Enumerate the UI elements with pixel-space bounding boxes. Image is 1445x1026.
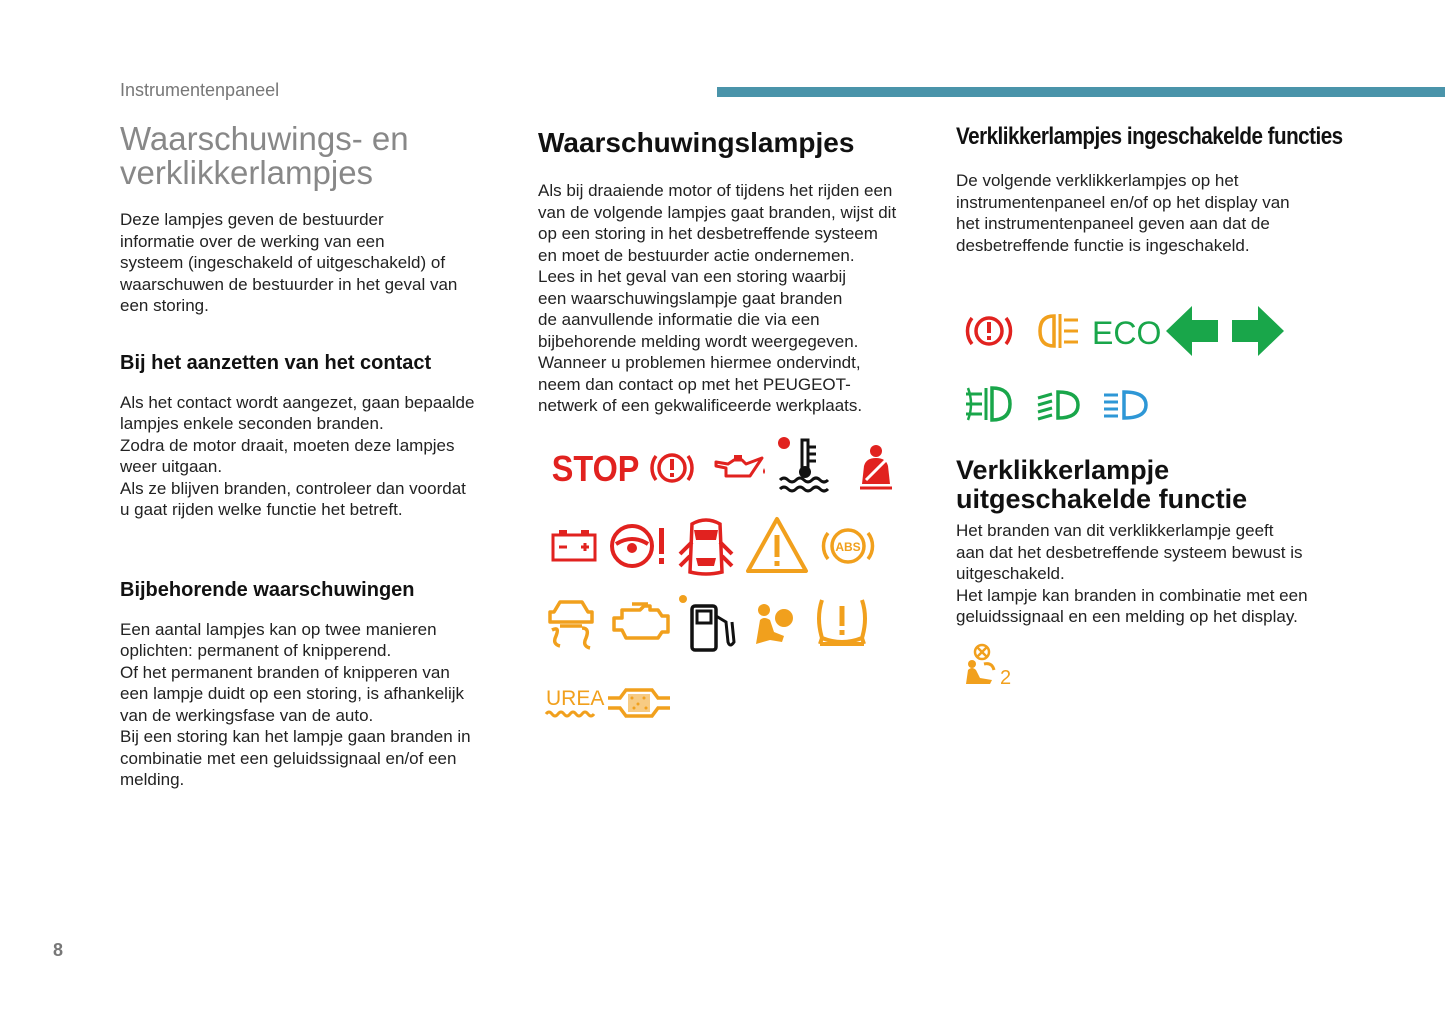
parking-brake-icon: [964, 308, 1014, 354]
main-beam-icon: [1100, 388, 1150, 422]
door-open-icon: [678, 514, 734, 578]
indicator-lamps-heading: Verklikkerlampjes ingeschakelde functies: [956, 123, 1343, 150]
passenger-airbag-off-icon: [962, 642, 1018, 688]
header-accent-bar: [717, 87, 1445, 97]
airbag-icon: [752, 602, 798, 646]
page-number: 8: [53, 940, 64, 960]
warnings-heading: Bijbehorende waarschuwingen: [120, 578, 415, 601]
abs-icon: [818, 523, 878, 569]
airbag-2-label: 2: [1000, 667, 1012, 689]
engine-check-icon: [610, 600, 672, 644]
column-indicator-lamps: [956, 122, 1341, 256]
coolant-temperature-icon: [776, 434, 836, 494]
contact-text: Als het contact wordt aangezet, gaan bepaalde lampjes enkele seconden branden. Zodra de motor draait, moeten deze lampjes weer uitgaan. Als ze blijven branden, controleer dan voordat u gaat rijden welke functie het betreft.: [120, 392, 475, 519]
off-indicator-heading: Verklikkerlampje uitgeschakelde functie: [956, 455, 1248, 514]
fuel-level-icon: [676, 592, 740, 654]
brake-warning-icon: [648, 446, 696, 490]
stability-control-icon: [546, 598, 596, 650]
stop-label: STOP: [551, 449, 640, 490]
eco-mode-icon: [1090, 312, 1162, 351]
seatbelt-icon: [856, 444, 896, 492]
tyre-pressure-icon: [812, 594, 872, 650]
column-intro: [120, 122, 505, 791]
section-label: Instrumentenpaneel: [120, 80, 280, 100]
stop-icon: [550, 448, 640, 490]
urea-icon: [544, 684, 605, 720]
page-title: Waarschuwings- en verklikkerlampjes: [120, 120, 409, 191]
column-warning-lamps: [538, 126, 923, 417]
column-off-indicator: [956, 456, 1341, 628]
warning-lamps-heading: Waarschuwingslampjes: [538, 127, 855, 158]
service-warning-icon: [744, 515, 810, 575]
rear-fog-light-icon: [1036, 310, 1084, 352]
eco-label: ECO: [1092, 315, 1162, 351]
indicator-lamps-text: De volgende verklikkerlampjes op het instrumentenpaneel en/of op het display van het instrumentenpaneel geven aan dat de desbetreffende functie is ingeschakeld.: [956, 171, 1290, 255]
turn-signal-right-icon: [1230, 304, 1286, 358]
off-indicator-text: Het branden van dit verklikkerlampje geeft aan dat het desbetreffende systeem bewust is uitgeschakeld. Het lampje kan branden in combinatie met een geluidssignaal en een melding op het display.: [956, 521, 1308, 626]
front-fog-light-icon: [962, 384, 1014, 424]
warning-lamps-text: Als bij draaiende motor of tijdens het rijden een van de volgende lampjes gaat branden, wijst dit op een storing in het desbetreffende systeem en moet de bestuurder actie ondernemen. Lees in het geval van een storing waarbij een waarschuwingslampje gaat branden de aanvullende informatie die via een bijbehorende melding wordt weergegeven. Wanneer u problemen hiermee ondervindt, neem dan contact op met het PEUGEOT- netwerk of een gekwalificeerde werkplaats.: [538, 181, 897, 415]
battery-icon: [550, 527, 598, 563]
oil-pressure-icon: [712, 450, 770, 486]
warnings-text: Een aantal lampjes kan op twee manieren oplichten: permanent of knipperend. Of het permanent branden of knipperen van een lampje duidt op een storing, is afhankelijk van de werkingsfase van de auto. Bij een storing kan het lampje gaan branden in combinatie met een geluidssignaal en/of een melding.: [120, 619, 471, 789]
power-steering-icon: [608, 522, 672, 570]
intro-text: Deze lampjes geven de bestuurder informatie over de werking van een systeem (ingeschakeld of uitgeschakeld) of waarschuwen de bestuurder in het geval van een storing.: [120, 210, 458, 315]
abs-label: ABS: [835, 540, 861, 554]
turn-signal-left-icon: [1164, 304, 1220, 358]
dipped-beam-icon: [1034, 388, 1082, 422]
urea-label: UREA: [546, 687, 605, 710]
particle-filter-icon: [606, 684, 672, 722]
contact-heading: Bij het aanzetten van het contact: [120, 351, 432, 374]
